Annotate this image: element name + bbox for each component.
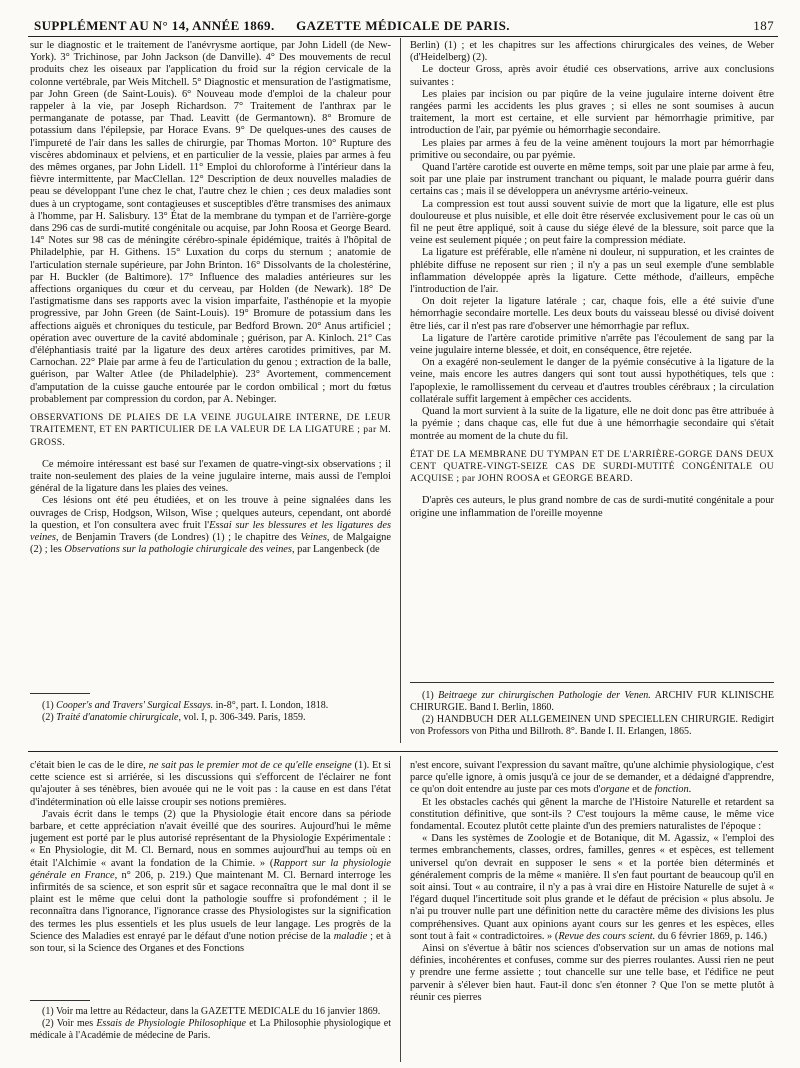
body-paragraph: Les plaies par incision ou par piqûre de la veine jugulaire interne doivent être rangées parmi les accidents les plus graves ; si elles ne sont soumises à aucun traitement, la mort est certaine, et elle survient par hémorrhagie primitive, par introduction de l'air, par pyémie ou hémorrhagie secondaire. bbox=[410, 88, 774, 137]
footnote: (2) HANDBUCH DER ALLGEMEINEN UND SPECIELLEN CHIRURGIE. Redigirt von Professors von Pitha und Billroth. 8°. Bande I. II. Erlangen, 1865. bbox=[410, 714, 774, 737]
footnote-separator bbox=[30, 693, 90, 694]
body-paragraph: Les plaies par armes à feu de la veine amènent toujours la mort par hémorrhagie primitive ou secondaire, ou par pyémie. bbox=[410, 137, 774, 161]
body-paragraph: On a exagéré non-seulement le danger de la pyémie consécutive à la ligature de la veine, mais encore les autres dangers qui sont tout aussi hypothétiques, tels que : l'apoplexie, le ramollissement du cerveau et d'autres troubles cérébraux ; la circulation collatérale suffit largement à empêcher ces accidents. bbox=[410, 357, 774, 405]
top-left-footnotes bbox=[30, 700, 391, 744]
body-paragraph: On doit rejeter la ligature latérale ; car, chaque fois, elle a été suivie d'une hémorrhagie secondaire mortelle. Les deux bouts du vaisseau blessé ou divisé doivent être liés, car il n'est pas rare d'observer une hémorrhagie par reflux. bbox=[410, 296, 774, 332]
body-paragraph: La ligature de l'artère carotide primitive n'arrête pas l'écoulement de sang par la veine jugulaire interne blessée, et doit, en conséquence, être rejetée. bbox=[410, 332, 774, 357]
page-header bbox=[28, 16, 778, 37]
column-rule-top bbox=[400, 38, 401, 743]
article-heading-gross: OBSERVATIONS DE PLAIES DE LA VEINE JUGULAIRE INTERNE, DE LEUR TRAITEMENT, ET EN PARTICULIER DE LA VALEUR DE LA LIGATURE ; par M. GROSS. bbox=[30, 412, 391, 448]
body-paragraph: Quand l'artère carotide est ouverte en même temps, soit par une plaie par arme à feu, soit par une plaie par instrument tranchant ou piquant, le malade pourra guérir dans certains cas ; mais il se développera un anévrysme artério-veineux. bbox=[410, 162, 774, 198]
bottom-left-footnotes bbox=[30, 1006, 391, 1062]
body-paragraph: La ligature est préférable, elle n'amène ni douleur, ni suppuration, et les craintes de phlébite diffuse ne reposent sur rien ; il n'y a pas un seul exemple d'une semblable inflammation développée après la ligature. Cette méthode, d'ailleurs, empêche l'introduction de l'air. bbox=[410, 247, 774, 296]
column-rule-bottom bbox=[400, 756, 401, 1062]
header-journal-title: GAZETTE MÉDICALE DE PARIS. bbox=[296, 18, 510, 33]
body-paragraph: J'avais écrit dans le temps (2) que la Physiologie était encore dans sa période barbare, et cette appréciation n'avait éveillé que des sourires. Aujourd'hui le même jugement est porté par le plus autorisé représentant de la Physiologie Expérimentale : « En Physiologie, dit M. Cl. Bernard, nous en sommes aujourd'hui au temps où en était l'Alchimie « avant la fondation de la Chimie. » (Rapport sur la physiologie générale en France, n° 206, p. 219.) Que maintenant M. Cl. Bernard interroge les infirmités de sa science, et son esprit sûr et sagace reconnaîtra que le mal dont il se plaint est le même que celui dont la pathologie souffre si profondément ; il le reconnaîtra dans l'ignorance, l'ignorance crasse des Physiologistes sur la signification des termes les plus essentiels et les plus usuels de leur langage. Les progrès de la Science des Maladies est enrayé par le défaut d'une notion précise de la maladie ; et à son tour, si la Science des Organes et des Fonctions bbox=[30, 808, 391, 955]
bottom-left-column bbox=[30, 760, 391, 996]
body-paragraph: La compression est tout aussi souvent suivie de mort que la ligature, elle est plus douloureuse et plus nuisible, et elle doit être réservée exclusivement pour le cas où un fil ne peut être appliqué, soit à cause du siége élevé de la blessure, soit parce que la veine est seulement piquée ; on peut faire la compression médiate. bbox=[410, 198, 774, 247]
body-paragraph: D'après ces auteurs, le plus grand nombre de cas de surdi-mutité congénitale a pour origine une inflammation de l'oreille moyenne bbox=[410, 495, 774, 519]
body-paragraph: Ainsi on s'évertue à bâtir nos sciences d'observation sur un amas de notions mal définies, incohérentes et confuses, comme sur des pierres roulantes. Aussi rien ne peut y prendre une ferme assiette ; tout chancelle sur une telle base, et l'édifice ne peut parvenir à s'élever bien haut. Faut-il donc s'en étonner ? Que l'on se mette plutôt à réunir ces pierres bbox=[410, 943, 774, 1003]
top-right-column bbox=[410, 40, 774, 680]
section-divider bbox=[28, 751, 778, 752]
footnote-separator bbox=[30, 1000, 90, 1001]
body-paragraph: Et les obstacles cachés qui gênent la marche de l'Histoire Naturelle et retardent sa constitution définitive, que sont-ils ? C'est toujours la même cause, le même vice fondamental. Ecoutez plutôt cette plainte d'un des premiers naturalistes de l'époque : bbox=[410, 796, 774, 833]
body-paragraph: c'était bien le cas de le dire, ne sait pas le premier mot de ce qu'elle enseigne (1). Et si cette science est si arriérée, si les discussions qui s'efforcent de l'éclairer ne font qu'ajouter à ses ténèbres, bien avouée qui ne le voit pas : la cause en est dans l'état d'indétermination où elle laisse croupir ses notions premières. bbox=[30, 760, 391, 808]
body-paragraph: Le docteur Gross, après avoir étudié ces observations, arrive aux conclusions suivantes : bbox=[410, 64, 774, 88]
top-left-column bbox=[30, 40, 391, 680]
body-paragraph: Berlin) (1) ; et les chapitres sur les affections chirurgicales des veines, de Weber (d'Heidelberg) (2). bbox=[410, 40, 774, 64]
article-heading-roosa-beard: ÉTAT DE LA MEMBRANE DU TYMPAN ET DE L'ARRIÈRE-GORGE DANS DEUX CENT QUATRE-VINGT-SEIZE CAS DE SURDI-MUTITÉ CONGÉNITALE OU ACQUISE ; par JOHN ROOSA et GEORGE BEARD. bbox=[410, 448, 774, 485]
body-paragraph: Ces lésions ont été peu étudiées, et on les trouve à peine signalées dans les ouvrages de Crisp, Hodgson, Wilson, Wise ; quelques auteurs, cependant, ont abordé la question, et l'on consultera avec fruit l'Essai sur les blessures et les ligatures des veines, de Benjamin Travers (de Londres) (1) ; le chapitre des Veines, de Malgaigne (2) ; les Observations sur la pathologie chirurgicale des veines, par Langenbeck (de bbox=[30, 495, 391, 556]
footnote-separator bbox=[410, 682, 774, 683]
footnote: (2) Traité d'anatomie chirurgicale, vol. I, p. 306-349. Paris, 1859. bbox=[42, 712, 306, 723]
header-supplement: SUPPLÉMENT AU N° 14, ANNÉE 1869. bbox=[34, 18, 275, 33]
footnote: (2) Voir mes Essais de Physiologie Philosophique et La Philosophie physiologique et médicale à l'Académie de médecine de Paris. bbox=[30, 1018, 391, 1041]
body-paragraph: Ce mémoire intéressant est basé sur l'examen de quatre-vingt-six observations ; il traite non-seulement des plaies de la veine jugulaire interne, mais aussi de l'emploi général de la ligature dans les plaies des veines. bbox=[30, 458, 391, 495]
top-right-footnotes bbox=[410, 690, 774, 744]
bottom-right-column bbox=[410, 760, 774, 1062]
footnote: (1) Cooper's and Travers' Surgical Essays. in-8°, part. I. London, 1818. bbox=[42, 700, 329, 711]
article-list-paragraph: sur le diagnostic et le traitement de l'anévrysme aortique, par John Lidell (de New-York). 3° Trichinose, par John Jackson (de Danville). 4° Des mouvements de recul produits chez les oiseaux par l'application du froid sur la région cervicale de la colonne vertébrale, par Weis Mitchell. 5° Diagnostic et mensuration de l'astigmatisme, par John Green (de Saint-Louis). 6° Nouveau mode d'emploi de la chaleur pour rappeler à la vie, par Joseph Richardson. 7° Traitement de l'anthrax par le permanganate de potasse, par Thad. Leavitt (de Germantown). 8° Bromure de potassium dans l'épilepsie, par Horace Evans. 9° De quelques-unes des causes de l'impureté de l'air dans les salles de chirurgie, par Thomas Morton. 10° Rupture des viscères abdominaux et pelviens, et en particulier de la vessie, plaies par armes à feu des mêmes organes, par John Lidell. 11° Emploi du chloroforme à l'intérieur dans la fièvre intermittente, par MacClellan. 12° Description de deux nouvelles maladies de peau se développant l'une chez le chat, l'autre chez le chien ; ces deux maladies sont dues à un cryptogame, sont contagieuses et susceptibles d'être transmises des animaux à l'homme, par H. Salisbury. 13° État de la membrane du tympan et de l'arrière-gorge dans 296 cas de surdi-mutité congénitale ou acquise, par John Roosa et George Beard. 14° Notes sur 98 cas de méningite cérébro-spinale épidémique, traités à l'hôpital de Philadelphie, par H. Githens. 15° Luxation du corps du sternum ; anatomie de l'articulation sternale supérieure, par John Brinton. 16° Dissolvants de la cholestérine, par H. Buckler (de Baltimore). 17° Influence des maladies antérieures sur les affections organiques du cœur et du cerveau, par Holden (de Newark). 18° De l'astigmatisme dans ses rapports avec la vision imparfaite, l'asthénopie et la myopie progressive, par John Green (de Saint-Louis). 19° Bromure de potassium dans les affections aiguës et chroniques du testicule, par Bedford Brown. 20° Anus artificiel ; opération avec ouverture de la cavité abdominale ; guérison, par A. Kinloch. 21° Cas d'éléphantiasis traité par la ligature des deux artères carotides primitives, par M. Carnochan. 22° Plaie par arme à feu de l'articulation du genou ; extraction de la balle, guérison, par Walter Atlee (de Philadelphie). 23° Avortement, commencement d'amputation de la cuisse gauche entourée par le cordon ombilical ; mort du fœtus probablement par compression du cordon, par A. Nebinger. bbox=[30, 40, 391, 405]
body-paragraph: n'est encore, suivant l'expression du savant maître, qu'une alchimie physiologique, c'est parce qu'elle ignore, à omis jusqu'à ce jour de se demander, et a dédaigné d'apprendre, ce qu'on doit entendre au juste par ces mots d'organe et de fonction. bbox=[410, 760, 774, 796]
agassiz-quotation: « Dans les systèmes de Zoologie et de Botanique, dit M. Agassiz, « l'emploi des termes embranchements, classes, ordres, familles, genres « et espèces, est tellement universel qu'on devrait en supposer le sens « et la portée bien déterminés et généralement compris de la même « manière. Il s'en faut pourtant de beaucoup qu'il en soit ainsi. Tout « au contraire, il n'y a pas à vrai dire en Histoire Naturelle de sujet à « l'égard duquel l'incertitude soit plus grande et le défaut de précision « plus absolu. Je n'ai pu trouver nulle part une définition nette du caractère même des divisions les plus compréhensives. Quant aux opinions ayant cours sur les genres et les espèces, elles sont tout à fait « contradictoires. » (Revue des cours scient. du 6 février 1869, p. 146.) bbox=[410, 833, 774, 942]
footnote: (1) Voir ma lettre au Rédacteur, dans la GAZETTE MÉDICALE du 16 janvier 1869. bbox=[42, 1006, 381, 1017]
page-number: 187 bbox=[753, 18, 774, 33]
footnote: (1) Beitraege zur chirurgischen Pathologie der Venen. ARCHIV FUR KLINISCHE CHIRURGIE. Band I. Berlin, 1860. bbox=[410, 690, 774, 713]
body-paragraph: Quand la mort survient à la suite de la ligature, elle ne doit donc pas être attribuée à la pyémie ; dans chaque cas, elle fut due à une hémorrhagie secondaire qui s'était montrée au moment de la chute du fil. bbox=[410, 406, 774, 442]
